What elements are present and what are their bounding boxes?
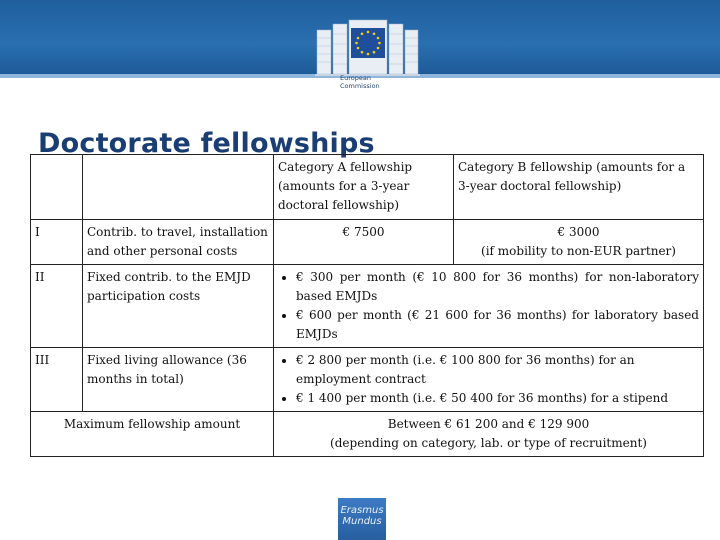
bullet-item: • € 1 400 per month (i.e. € 50 400 for 36 months) for a stipend	[296, 389, 699, 408]
logo-wordmark	[340, 74, 380, 90]
table-header-row	[31, 155, 704, 220]
category-b-amount	[454, 220, 704, 265]
fellowship-table	[30, 154, 704, 457]
row-label: Fixed living allowance (36 months in total)	[83, 348, 274, 412]
row-number: I	[31, 220, 83, 265]
row-number: II	[31, 265, 83, 348]
table-total-row	[31, 412, 704, 457]
page-title: Doctorate fellowships	[38, 128, 375, 159]
category-a-amount: € 7500	[274, 220, 454, 265]
row-number: III	[31, 348, 83, 412]
category-b-condition: (if mobility to non-EUR partner)	[481, 244, 676, 258]
header-category-a: Category A fellowship (amounts for a 3-year doctoral fellowship)	[274, 155, 454, 220]
combined-amount-cell	[274, 348, 704, 412]
combined-amount-cell	[274, 265, 704, 348]
total-label: Maximum fellowship amount	[31, 412, 274, 457]
row-label: Contrib. to travel, installation and other personal costs	[83, 220, 274, 265]
table-row	[31, 348, 704, 412]
bullet-item: • € 2 800 per month (i.e. € 100 800 for 36 months) for an employment contract	[296, 351, 699, 389]
erasmus-mundus-line-1: Erasmus	[340, 505, 384, 516]
logo-line-1: European	[340, 74, 371, 82]
bullet-item: • € 600 per month (€ 21 600 for 36 months) for laboratory based EMJDs	[296, 306, 699, 344]
header-empty-cell	[83, 155, 274, 220]
row-label: Fixed contrib. to the EMJD participation costs	[83, 265, 274, 348]
erasmus-mundus-logo	[338, 498, 386, 540]
header-empty-cell	[31, 155, 83, 220]
bullet-item: • € 300 per month (€ 10 800 for 36 months) for non-laboratory based EMJDs	[296, 268, 699, 306]
table-row	[31, 265, 704, 348]
header-category-b: Category B fellowship (amounts for a 3-year doctoral fellowship)	[454, 155, 704, 220]
total-range: Between € 61 200 and € 129 900	[387, 417, 590, 431]
total-value	[274, 412, 704, 457]
logo-line-2: Commission	[340, 82, 380, 90]
category-b-value: € 3000	[557, 225, 600, 239]
erasmus-mundus-line-2: Mundus	[342, 516, 382, 527]
total-note: (depending on category, lab. or type of recruitment)	[330, 436, 647, 450]
table-row	[31, 220, 704, 265]
